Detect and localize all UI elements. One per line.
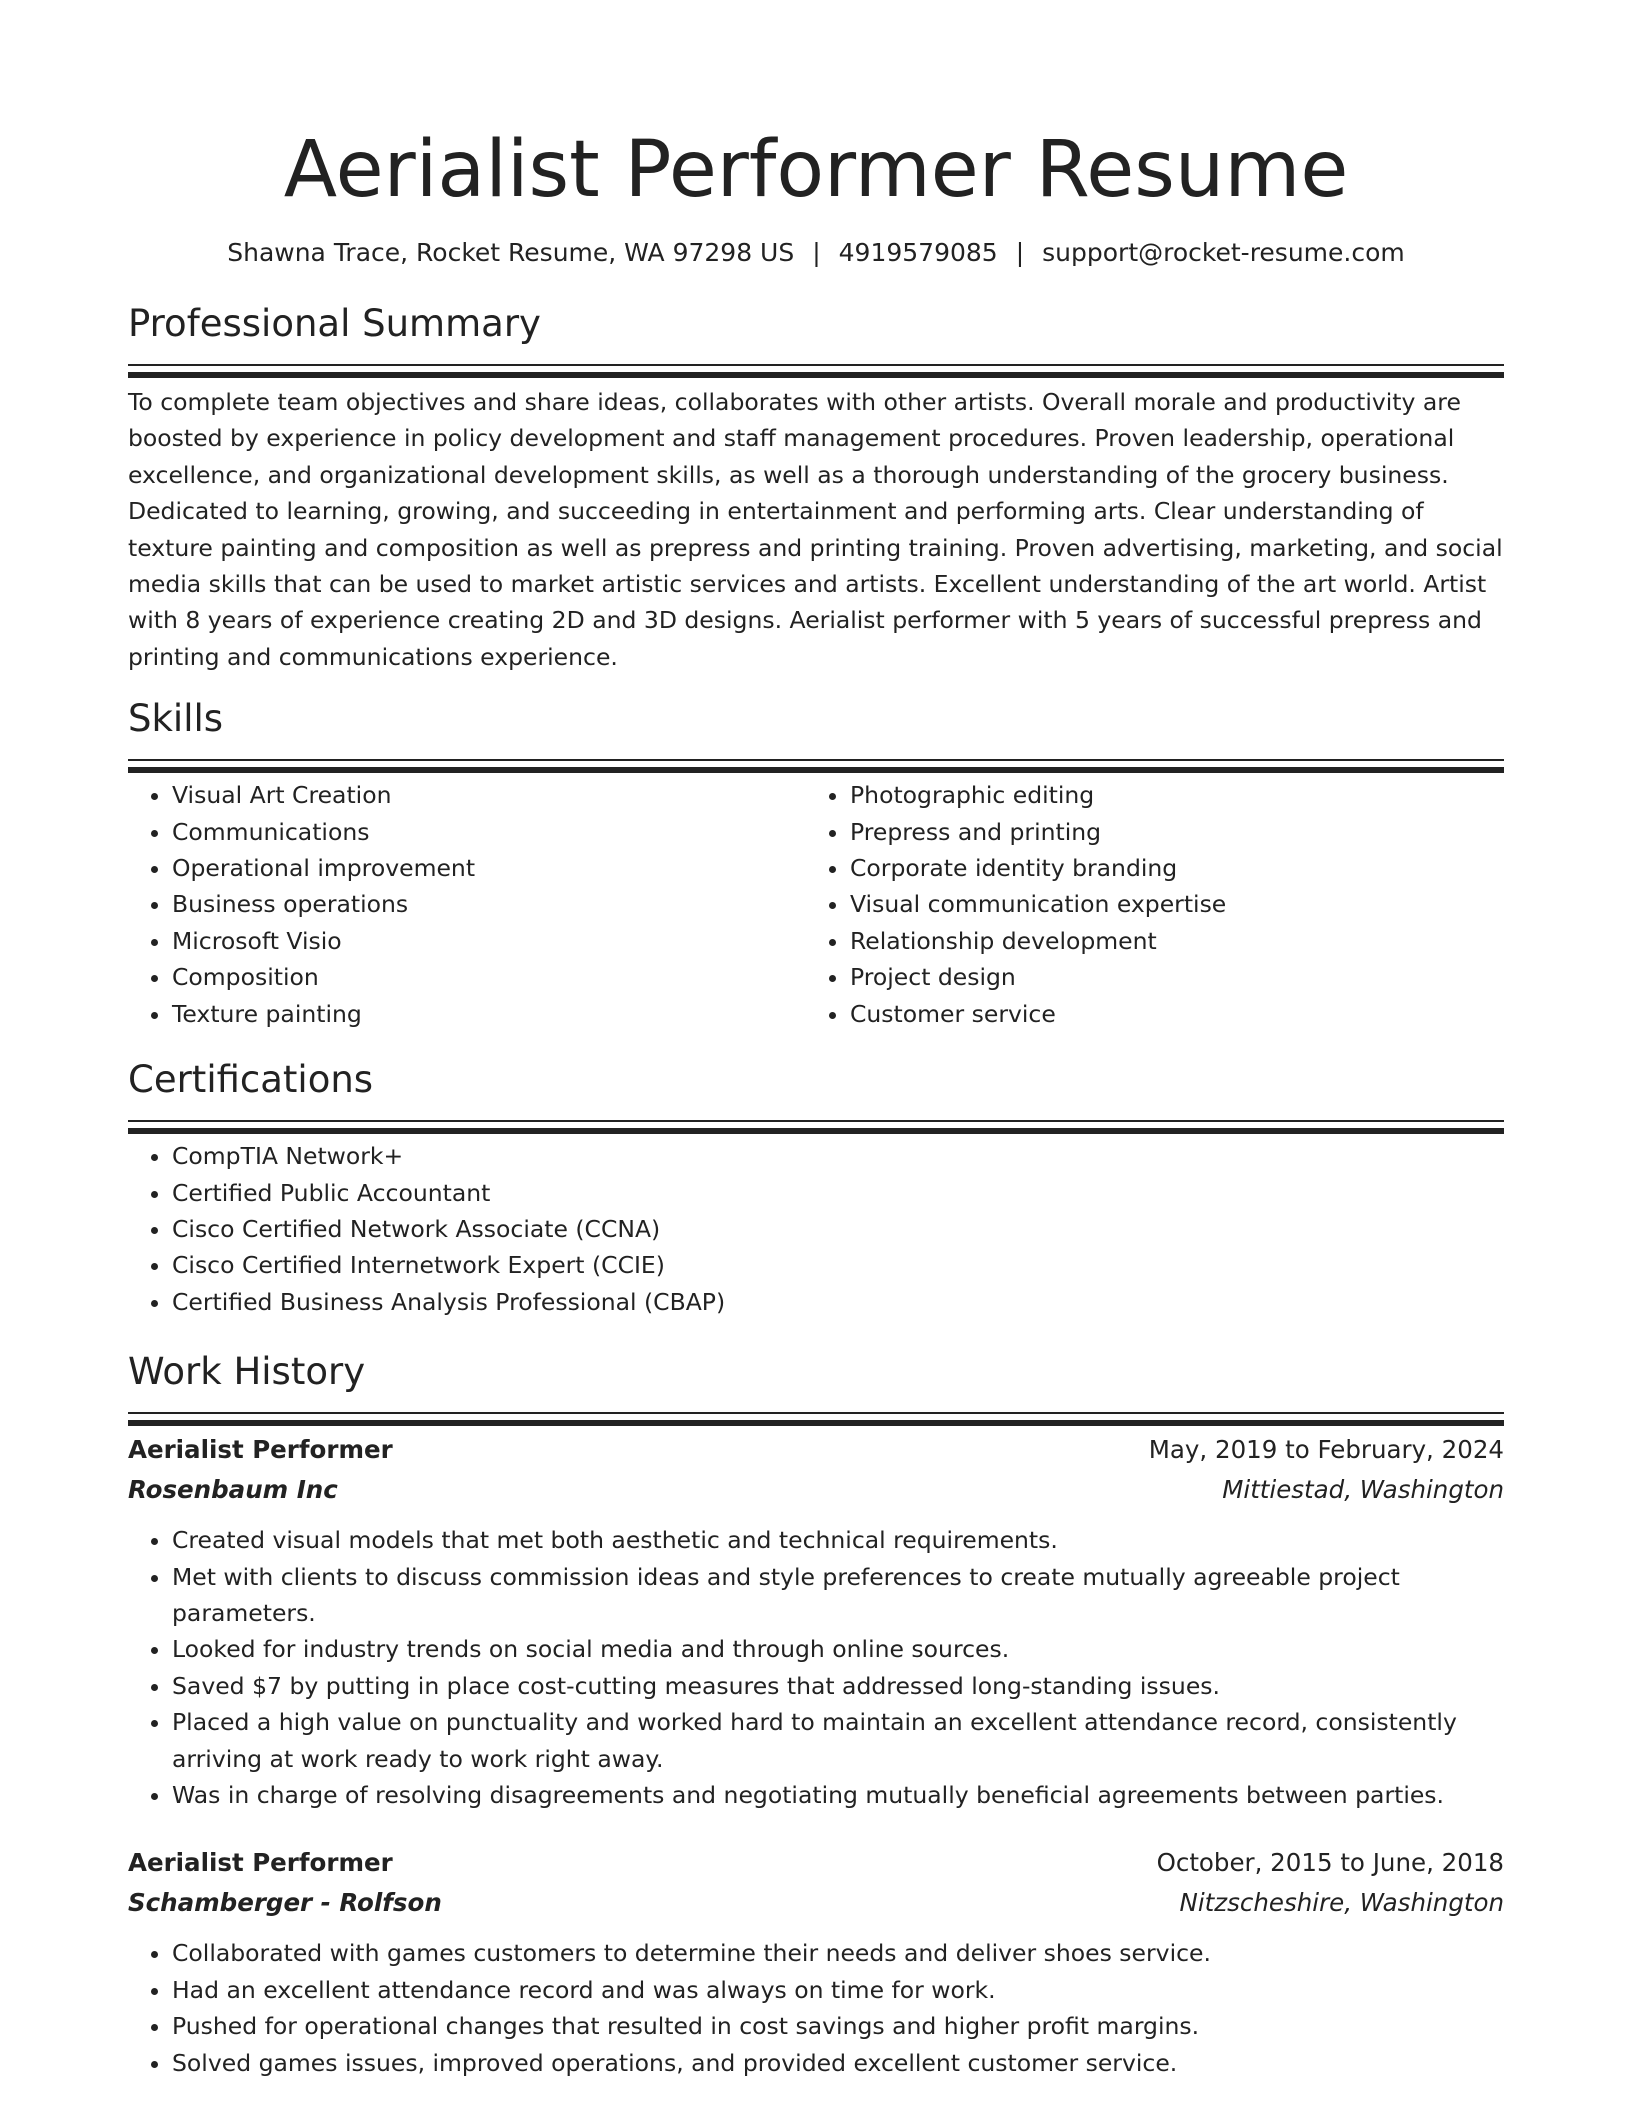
- job-company-row: [128, 1883, 1504, 1923]
- job-bullet: • Had an excellent attendance record and was always on time for work.: [172, 1972, 1504, 2008]
- job-bullet: • Placed a high value on punctuality and worked hard to maintain an excellent attendance record, consistently arriving at work ready to work right away.: [172, 1704, 1504, 1777]
- section-rule: [128, 1120, 1504, 1122]
- skill-item: • Microsoft Visio: [172, 923, 806, 959]
- job-location: Mittiestad, Washington: [1222, 1475, 1504, 1505]
- job-bullet: • Solved games issues, improved operations, and provided excellent customer service.: [172, 2045, 1504, 2081]
- resume-page: [128, 0, 1504, 2081]
- contact-line: [128, 236, 1504, 270]
- skill-item: • Relationship development: [850, 923, 1484, 959]
- job-bullet: • Looked for industry trends on social media and through online sources.: [172, 1631, 1504, 1667]
- skills-list-right: [806, 777, 1484, 1032]
- skill-item: • Photographic editing: [850, 777, 1484, 813]
- section-rule: [128, 364, 1504, 366]
- job-entry: [128, 1843, 1504, 2081]
- job-bullets: [128, 1522, 1504, 1813]
- skills-list-left: [128, 777, 806, 1032]
- job-bullet: • Collaborated with games customers to determine their needs and deliver shoes service.: [172, 1935, 1504, 1971]
- job-bullet: • Saved $7 by putting in place cost-cutting measures that addressed long-standing issues.: [172, 1668, 1504, 1704]
- job-title: Aerialist Performer: [128, 1435, 393, 1465]
- skill-item: • Corporate identity branding: [850, 850, 1484, 886]
- certification-item: • Certified Public Accountant: [172, 1175, 1504, 1211]
- skill-item: • Business operations: [172, 886, 806, 922]
- skill-item: • Composition: [172, 959, 806, 995]
- job-bullets: [128, 1935, 1504, 2081]
- job-entry: [128, 1430, 1504, 1813]
- contact-separator: |: [812, 238, 821, 267]
- skill-item: • Communications: [172, 814, 806, 850]
- certification-item: • Cisco Certified Network Associate (CCNA): [172, 1211, 1504, 1247]
- job-bullet: • Created visual models that met both aesthetic and technical requirements.: [172, 1522, 1504, 1558]
- job-company: Schamberger - Rolfson: [128, 1888, 442, 1918]
- contact-phone: 4919579085: [838, 238, 998, 267]
- job-company-row: [128, 1470, 1504, 1510]
- certifications-heading: Certifications: [128, 1058, 374, 1102]
- section-rule: [128, 759, 1504, 761]
- job-header-row: [128, 1843, 1504, 1883]
- certifications-list: [128, 1138, 1504, 1320]
- skill-item: • Texture painting: [172, 996, 806, 1032]
- summary-heading: Professional Summary: [128, 302, 541, 345]
- summary-text: To complete team objectives and share ideas, collaborates with other artists. Overall morale and productivity are boosted by experience in policy development and staff management procedures. Proven leadership, operational excellence, and organizational development skills, as well as a thorough understanding of the grocery business. Dedicated to learning, growing, and succeeding in entertainment and performing arts. Clear understanding of texture painting and composition as well as prepress and printing training. Proven advertising, marketing, and social media skills that can be used to market artistic services and artists. Excellent understanding of the art world. Artist with 8 years of experience creating 2D and 3D designs. Aerialist performer with 5 years of successful prepress and printing and communications experience.: [128, 388, 1503, 671]
- job-location: Nitzscheshire, Washington: [1179, 1888, 1504, 1918]
- contact-separator: |: [1015, 238, 1025, 267]
- job-dates: October, 2015 to June, 2018: [1156, 1848, 1504, 1878]
- skill-item: • Operational improvement: [172, 850, 806, 886]
- job-bullet: • Pushed for operational changes that resulted in cost savings and higher profit margins.: [172, 2008, 1504, 2044]
- job-dates: May, 2019 to February, 2024: [1148, 1435, 1504, 1465]
- certification-item: • Cisco Certified Internetwork Expert (CCIE): [172, 1247, 1504, 1283]
- job-bullet: • Met with clients to discuss commission ideas and style preferences to create mutually agreeable project parameters.: [172, 1559, 1504, 1632]
- skill-item: • Visual communication expertise: [850, 886, 1484, 922]
- skills-columns: [128, 777, 1504, 1032]
- skill-item: • Customer service: [850, 996, 1484, 1032]
- skills-heading: Skills: [128, 697, 224, 741]
- skills-section: [128, 695, 1504, 1032]
- skill-item: • Project design: [850, 959, 1484, 995]
- skill-item: • Prepress and printing: [850, 814, 1484, 850]
- contact-address: Shawna Trace, Rocket Resume, WA 97298 US: [227, 238, 795, 267]
- work-section: [128, 1348, 1504, 2081]
- section-rule: [128, 1412, 1504, 1414]
- contact-email: support@rocket-resume.com: [1042, 238, 1405, 267]
- summary-section: [128, 300, 1504, 675]
- page-title: Aerialist Performer Resume: [283, 125, 1349, 215]
- work-heading: Work History: [128, 1350, 366, 1394]
- certifications-section: [128, 1056, 1504, 1320]
- job-header-row: [128, 1430, 1504, 1470]
- skill-item: • Visual Art Creation: [172, 777, 806, 813]
- certification-item: • CompTIA Network+: [172, 1138, 1504, 1174]
- job-company: Rosenbaum Inc: [128, 1475, 338, 1505]
- job-bullet: • Was in charge of resolving disagreements and negotiating mutually beneficial agreements between parties.: [172, 1777, 1504, 1813]
- certification-item: • Certified Business Analysis Professional (CBAP): [172, 1284, 1504, 1320]
- job-title: Aerialist Performer: [128, 1848, 393, 1878]
